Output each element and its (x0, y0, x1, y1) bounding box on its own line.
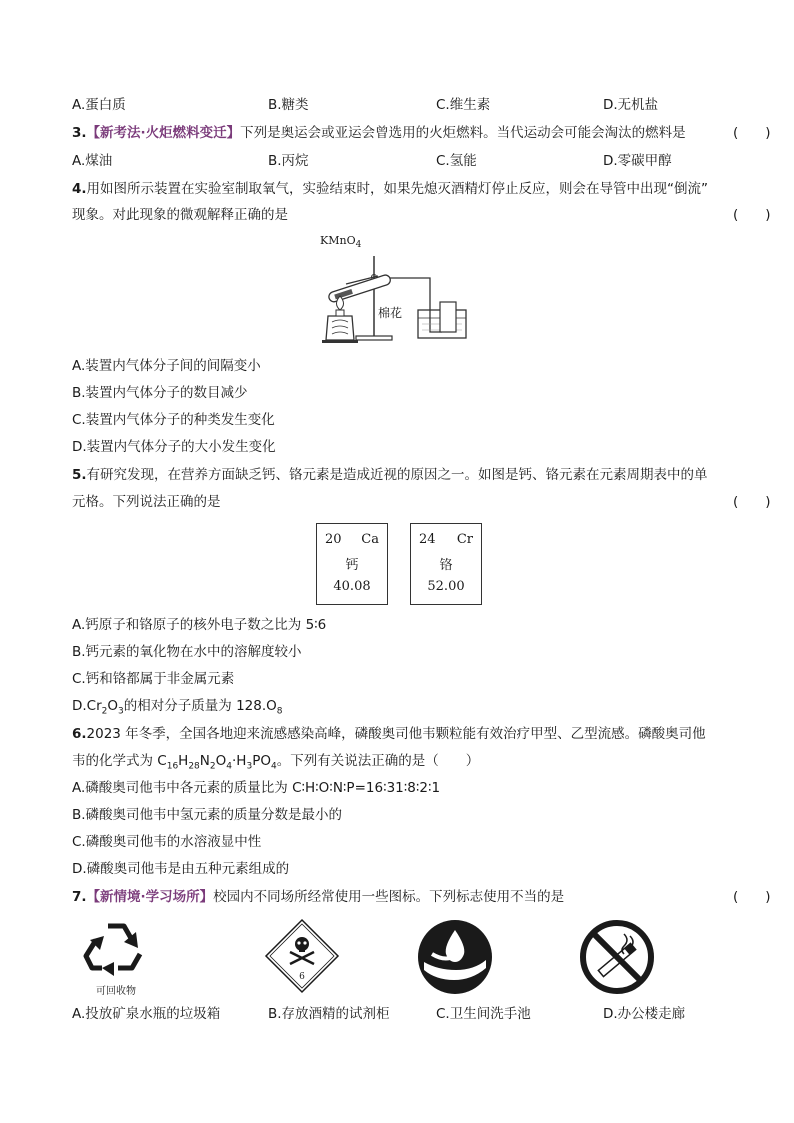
q2-option-a: A.蛋白质 (72, 97, 126, 113)
cotton-label: 棉花 (378, 306, 403, 320)
q6-option-d: D.磷酸奥司他韦是由五种元素组成的 (72, 861, 290, 877)
calcium-atomic-mass: 40.08 (333, 579, 371, 594)
q4-option-a: A.装置内气体分子间的间隔变小 (72, 358, 261, 374)
oxygen-apparatus-figure (318, 232, 478, 344)
q4-option-b: B.装置内气体分子的数目减少 (72, 385, 248, 401)
q7-tag: 【新情境·学习场所】 (86, 889, 214, 905)
q4-stem-line1 (72, 180, 708, 198)
q3-option-d: D.零碳甲醇 (603, 153, 672, 169)
q7-number: 7. (72, 889, 87, 905)
q2-option-d: D.无机盐 (603, 97, 659, 113)
q3-options (72, 152, 732, 170)
q6-option-a: A.磷酸奥司他韦中各元素的质量比为 C∶H∶O∶N∶P=16∶31∶8∶2∶1 (72, 780, 441, 796)
q6-number: 6. (72, 726, 87, 742)
q7-text: 校园内不同场所经常使用一些图标。下列标志使用不当的是 (213, 889, 565, 905)
kmno4-label: KMnO$_4$ (320, 234, 362, 251)
q5-number: 5. (72, 467, 87, 483)
q3-option-c: C.氢能 (436, 153, 477, 169)
toxic-number: 6 (299, 972, 305, 982)
recycle-sign-icon (80, 918, 152, 998)
q5-answer-paren: ( ) (733, 494, 771, 510)
q3-number: 3. (72, 125, 87, 141)
q7-option-d: D.办公楼走廊 (603, 1006, 686, 1022)
q4-stem-line2: 现象。对此现象的微观解释正确的是 (72, 207, 288, 223)
chromium-atomic-mass: 52.00 (427, 579, 465, 594)
q5-option-d: $D.Cr_2O_3$的相对分子质量为 $128.O_8$ (72, 698, 283, 717)
water-saving-sign-icon (416, 918, 494, 996)
q6-stem-line2: 韦的化学式为 $C_{16}H_{28}N_2O_4\cdot H_3PO_4$。下列有关说法正确的是（ ） (72, 753, 480, 772)
q3-option-b: B.丙烷 (268, 153, 309, 169)
calcium-symbol: Ca (361, 532, 379, 547)
q5-text1: 有研究发现，在营养方面缺乏钙、铬元素是造成近视的原因之一。如图是钙、铬元素在元素周期表中的单 (86, 467, 708, 483)
q3-text: 下列是奥运会或亚运会曾选用的火炬燃料。当代运动会可能会淘汰的燃料是 (240, 125, 686, 141)
calcium-atomic-number: 20 (325, 532, 342, 547)
q5-option-c: C.钙和铬都属于非金属元素 (72, 671, 235, 687)
q6-text1: 2023 年冬季，全国各地迎来流感感染高峰，磷酸奥司他韦颗粒能有效治疗甲型、乙型流感。磷酸奥司他 (86, 726, 706, 742)
q2-options (72, 96, 732, 114)
q5-option-b: B.钙元素的氧化物在水中的溶解度较小 (72, 644, 302, 660)
q5-option-a: A.钙原子和铬原子的核外电子数之比为 5∶6 (72, 617, 327, 633)
element-cell-chromium (410, 523, 482, 605)
calcium-name: 钙 (345, 558, 359, 573)
q7-stem (72, 888, 564, 906)
toxic-sign-icon (264, 918, 340, 994)
q6-option-c: C.磷酸奥司他韦的水溶液显中性 (72, 834, 262, 850)
q7-option-c: C.卫生间洗手池 (436, 1006, 531, 1022)
q7-option-b: B.存放酒精的试剂柜 (268, 1006, 390, 1022)
q3-option-a: A.煤油 (72, 153, 113, 169)
q7-answer-paren: ( ) (733, 889, 771, 905)
q2-option-c: C.维生素 (436, 97, 491, 113)
chromium-atomic-number: 24 (419, 532, 436, 547)
q3-answer-paren: ( ) (733, 125, 771, 141)
recycle-label: 可回收物 (96, 986, 136, 997)
q4-number: 4. (72, 181, 87, 197)
q4-option-d: D.装置内气体分子的大小发生变化 (72, 439, 276, 455)
element-cell-calcium (316, 523, 388, 605)
q4-option-c: C.装置内气体分子的种类发生变化 (72, 412, 275, 428)
q2-option-b: B.糖类 (268, 97, 309, 113)
chromium-symbol: Cr (456, 532, 473, 547)
q5-stem-line2: 元格。下列说法正确的是 (72, 494, 221, 510)
q3-stem (72, 124, 686, 142)
q7-options (72, 1005, 732, 1023)
q3-tag: 【新考法·火炬燃料变迁】 (86, 125, 241, 141)
q7-option-a: A.投放矿泉水瓶的垃圾箱 (72, 1006, 221, 1022)
chromium-name: 铬 (439, 558, 453, 573)
q4-answer-paren: ( ) (733, 207, 771, 223)
q6-stem-line1 (72, 725, 706, 743)
q4-text1: 用如图所示装置在实验室制取氧气，实验结束时，如果先熄灭酒精灯停止反应，则会在导管中出现“倒流” (86, 181, 709, 197)
q6-option-b: B.磷酸奥司他韦中氢元素的质量分数是最小的 (72, 807, 343, 823)
q5-stem-line1 (72, 466, 708, 484)
no-smoking-sign-icon (578, 918, 656, 996)
